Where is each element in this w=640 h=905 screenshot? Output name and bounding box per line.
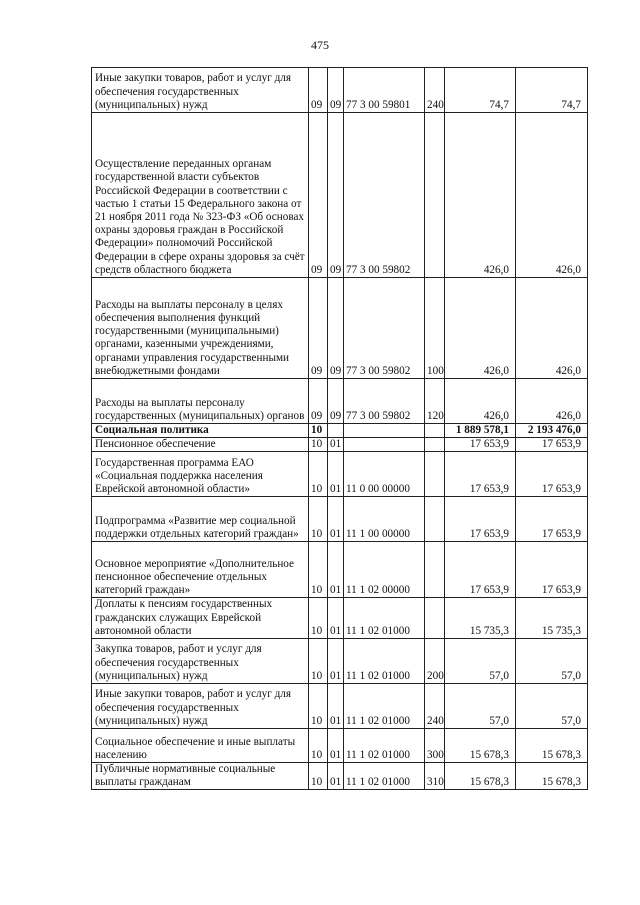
subsection-code-cell: 01 xyxy=(328,438,344,452)
table-row xyxy=(92,68,588,113)
subsection-code-cell: 01 xyxy=(328,542,344,598)
subsection-code-cell: 01 xyxy=(328,763,344,790)
expense-type-cell xyxy=(425,497,445,542)
section-code-cell: 10 xyxy=(309,729,328,763)
table-row xyxy=(92,639,588,684)
amount-year1-cell: 57,0 xyxy=(445,684,516,729)
target-article-cell: 77 3 00 59802 xyxy=(344,278,425,379)
table-row xyxy=(92,684,588,729)
section-code-cell: 09 xyxy=(309,379,328,424)
amount-year1-cell: 74,7 xyxy=(445,68,516,113)
target-article-cell xyxy=(344,438,425,452)
subsection-code-cell: 09 xyxy=(328,68,344,113)
table-row xyxy=(92,424,588,438)
table-row xyxy=(92,497,588,542)
budget-table xyxy=(91,67,588,790)
target-article-cell xyxy=(344,424,425,438)
section-code-cell: 09 xyxy=(309,113,328,278)
row-name-cell: Публичные нормативные социальные выплаты гражданам xyxy=(92,763,309,790)
subsection-code-cell: 01 xyxy=(328,639,344,684)
table-row xyxy=(92,598,588,639)
amount-year2-cell: 2 193 476,0 xyxy=(516,424,588,438)
section-code-cell: 09 xyxy=(309,278,328,379)
amount-year1-cell: 426,0 xyxy=(445,278,516,379)
row-name-cell: Государственная программа ЕАО «Социальная поддержка населения Еврейской автономной области» xyxy=(92,452,309,497)
section-code-cell: 10 xyxy=(309,438,328,452)
table-row xyxy=(92,113,588,278)
subsection-code-cell: 01 xyxy=(328,684,344,729)
expense-type-cell: 200 xyxy=(425,639,445,684)
subsection-code-cell: 09 xyxy=(328,379,344,424)
row-name-cell: Иные закупки товаров, работ и услуг для обеспечения государственных (муниципальных) нужд xyxy=(92,68,309,113)
row-name-cell: Закупка товаров, работ и услуг для обеспечения государственных (муниципальных) нужд xyxy=(92,639,309,684)
table-row xyxy=(92,379,588,424)
section-code-cell: 10 xyxy=(309,452,328,497)
amount-year1-cell: 17 653,9 xyxy=(445,542,516,598)
row-name-cell: Социальная политика xyxy=(92,424,309,438)
subsection-code-cell: 09 xyxy=(328,278,344,379)
row-name-cell: Подпрограмма «Развитие мер социальной поддержки отдельных категорий граждан» xyxy=(92,497,309,542)
target-article-cell: 11 1 02 01000 xyxy=(344,684,425,729)
expense-type-cell: 120 xyxy=(425,379,445,424)
amount-year2-cell: 57,0 xyxy=(516,684,588,729)
section-code-cell: 10 xyxy=(309,639,328,684)
row-name-cell: Осуществление переданных органам государственной власти субъектов Российской Федерации в соответствии с частью 1 статьи 15 Федерального закона от 21 ноября 2011 года № 323-ФЗ «Об основах охраны здоровья граждан в Российской Федерации» полномочий Российской Федерации в сфере охраны здоровья за счёт средств областного бюджета xyxy=(92,113,309,278)
target-article-cell: 11 1 02 00000 xyxy=(344,542,425,598)
expense-type-cell: 240 xyxy=(425,68,445,113)
row-name-cell: Расходы на выплаты персоналу государственных (муниципальных) органов xyxy=(92,379,309,424)
amount-year1-cell: 15 678,3 xyxy=(445,729,516,763)
amount-year1-cell: 17 653,9 xyxy=(445,452,516,497)
expense-type-cell: 300 xyxy=(425,729,445,763)
section-code-cell: 10 xyxy=(309,424,328,438)
row-name-cell: Расходы на выплаты персоналу в целях обеспечения выполнения функций государственными (муниципальными) органами, казенными учреждениями, органами управления государственными внебюджетными фондами xyxy=(92,278,309,379)
expense-type-cell: 100 xyxy=(425,278,445,379)
subsection-code-cell xyxy=(328,424,344,438)
target-article-cell: 77 3 00 59801 xyxy=(344,68,425,113)
target-article-cell: 77 3 00 59802 xyxy=(344,113,425,278)
table-row xyxy=(92,438,588,452)
expense-type-cell: 310 xyxy=(425,763,445,790)
section-code-cell: 09 xyxy=(309,68,328,113)
target-article-cell: 77 3 00 59802 xyxy=(344,379,425,424)
subsection-code-cell: 01 xyxy=(328,497,344,542)
subsection-code-cell: 01 xyxy=(328,452,344,497)
amount-year1-cell: 17 653,9 xyxy=(445,497,516,542)
expense-type-cell xyxy=(425,438,445,452)
amount-year2-cell: 57,0 xyxy=(516,639,588,684)
table-row xyxy=(92,729,588,763)
amount-year2-cell: 15 735,3 xyxy=(516,598,588,639)
amount-year2-cell: 15 678,3 xyxy=(516,729,588,763)
section-code-cell: 10 xyxy=(309,684,328,729)
amount-year1-cell: 426,0 xyxy=(445,113,516,278)
amount-year2-cell: 426,0 xyxy=(516,278,588,379)
amount-year1-cell: 17 653,9 xyxy=(445,438,516,452)
amount-year2-cell: 15 678,3 xyxy=(516,763,588,790)
amount-year2-cell: 74,7 xyxy=(516,68,588,113)
amount-year1-cell: 15 678,3 xyxy=(445,763,516,790)
expense-type-cell xyxy=(425,424,445,438)
page-number: 475 xyxy=(311,38,329,52)
amount-year1-cell: 426,0 xyxy=(445,379,516,424)
target-article-cell: 11 1 00 00000 xyxy=(344,497,425,542)
amount-year2-cell: 17 653,9 xyxy=(516,497,588,542)
subsection-code-cell: 01 xyxy=(328,729,344,763)
table-row xyxy=(92,452,588,497)
subsection-code-cell: 01 xyxy=(328,598,344,639)
section-code-cell: 10 xyxy=(309,763,328,790)
amount-year2-cell: 426,0 xyxy=(516,379,588,424)
expense-type-cell xyxy=(425,542,445,598)
amount-year1-cell: 57,0 xyxy=(445,639,516,684)
section-code-cell: 10 xyxy=(309,598,328,639)
target-article-cell: 11 1 02 01000 xyxy=(344,598,425,639)
target-article-cell: 11 0 00 00000 xyxy=(344,452,425,497)
amount-year2-cell: 17 653,9 xyxy=(516,438,588,452)
amount-year2-cell: 17 653,9 xyxy=(516,542,588,598)
amount-year2-cell: 426,0 xyxy=(516,113,588,278)
row-name-cell: Иные закупки товаров, работ и услуг для обеспечения государственных (муниципальных) нужд xyxy=(92,684,309,729)
expense-type-cell xyxy=(425,598,445,639)
subsection-code-cell: 09 xyxy=(328,113,344,278)
amount-year2-cell: 17 653,9 xyxy=(516,452,588,497)
section-code-cell: 10 xyxy=(309,497,328,542)
row-name-cell: Основное мероприятие «Дополнительное пенсионное обеспечение отдельных категорий граждан» xyxy=(92,542,309,598)
row-name-cell: Пенсионное обеспечение xyxy=(92,438,309,452)
table-row xyxy=(92,763,588,790)
expense-type-cell xyxy=(425,452,445,497)
row-name-cell: Социальное обеспечение и иные выплаты населению xyxy=(92,729,309,763)
amount-year1-cell: 1 889 578,1 xyxy=(445,424,516,438)
amount-year1-cell: 15 735,3 xyxy=(445,598,516,639)
section-code-cell: 10 xyxy=(309,542,328,598)
expense-type-cell xyxy=(425,113,445,278)
expense-type-cell: 240 xyxy=(425,684,445,729)
target-article-cell: 11 1 02 01000 xyxy=(344,763,425,790)
target-article-cell: 11 1 02 01000 xyxy=(344,639,425,684)
target-article-cell: 11 1 02 01000 xyxy=(344,729,425,763)
table-row xyxy=(92,278,588,379)
row-name-cell: Доплаты к пенсиям государственных гражданских служащих Еврейской автономной области xyxy=(92,598,309,639)
table-row xyxy=(92,542,588,598)
